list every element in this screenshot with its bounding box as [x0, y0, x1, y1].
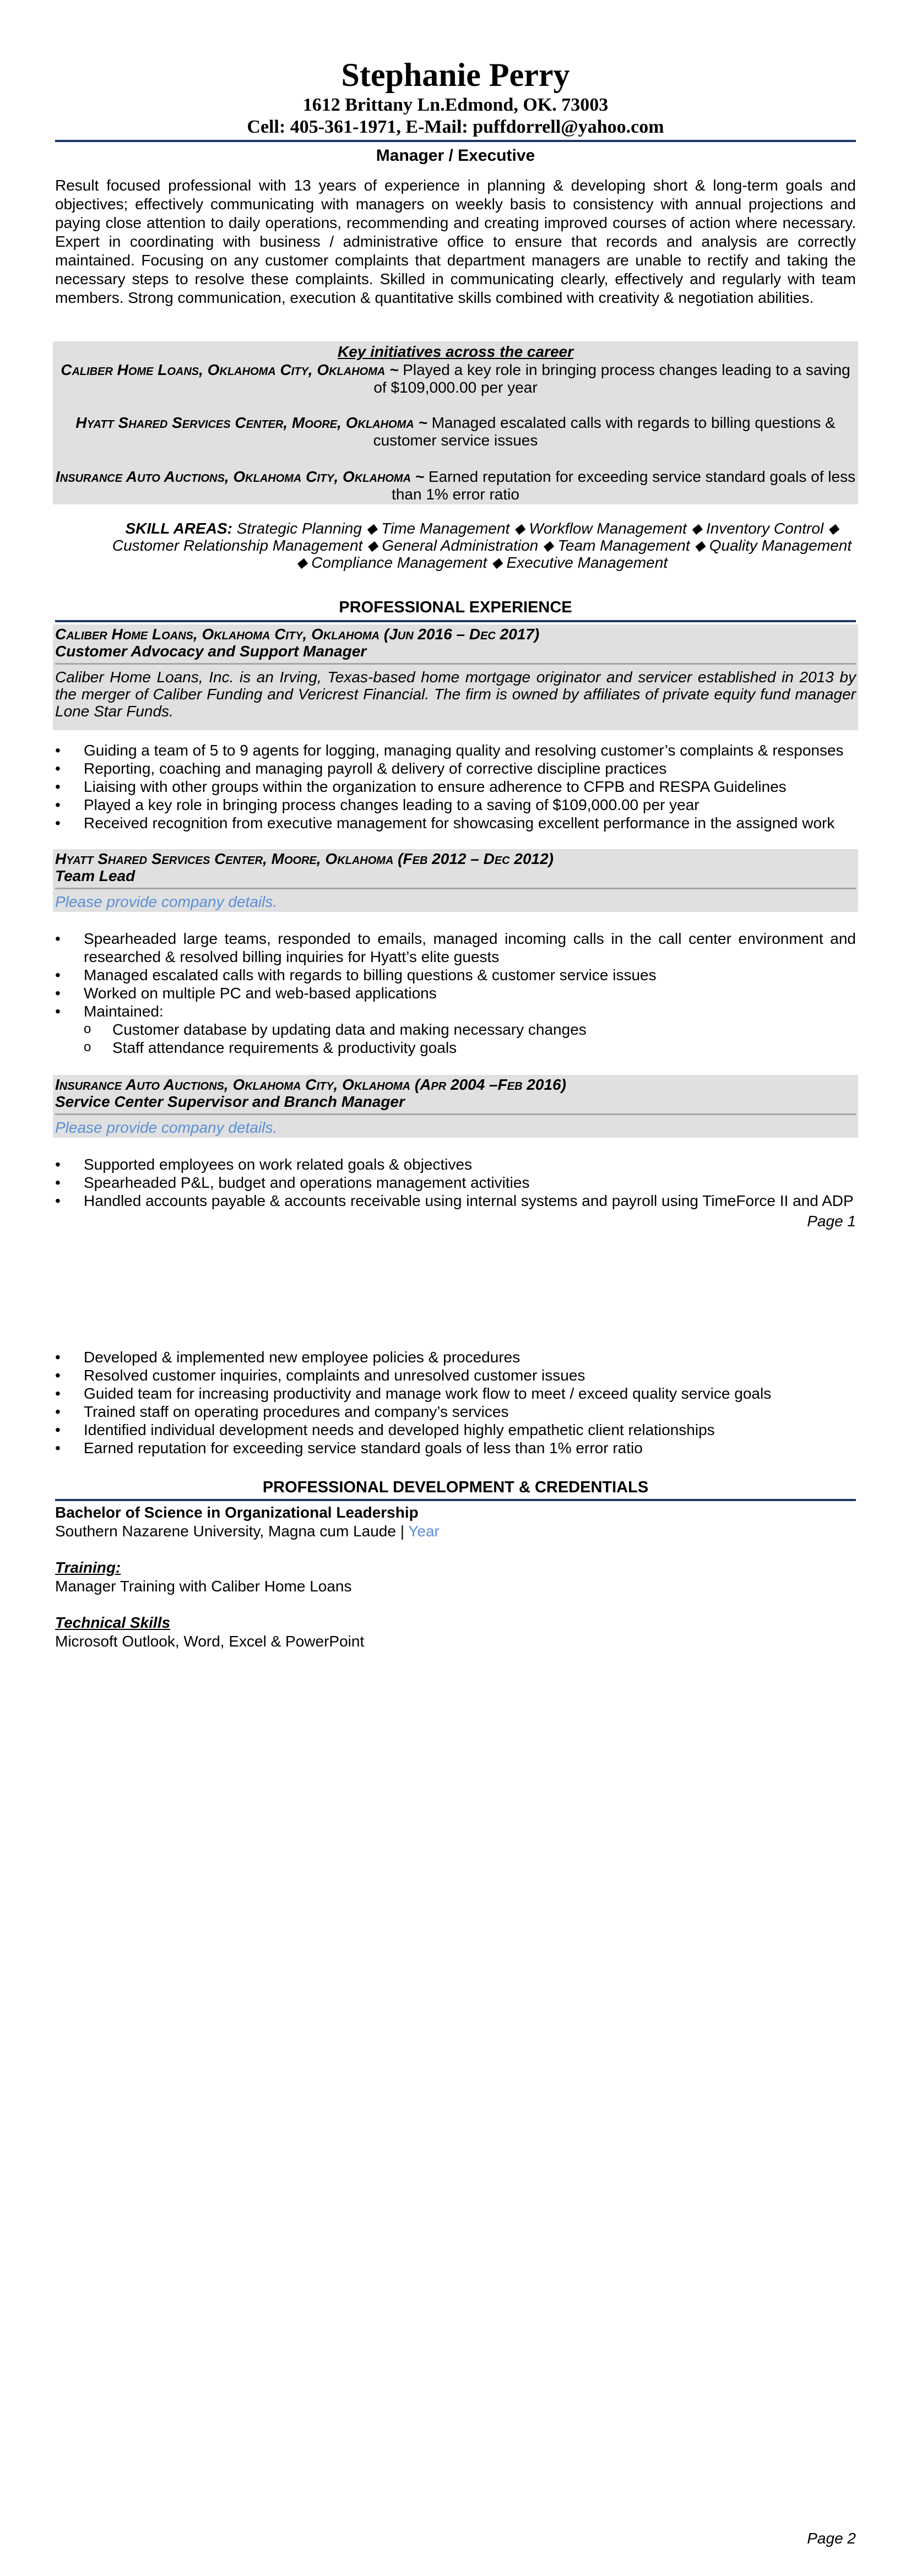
job-company: Caliber Home Loans, Oklahoma City, Oklahoma (Jun 2016 – Dec 2017)	[55, 626, 540, 643]
job-1-bullets	[55, 741, 856, 832]
job-1-divider	[55, 663, 856, 665]
job-2-divider	[55, 888, 856, 889]
job-role: Service Center Supervisor and Branch Manager	[55, 1093, 405, 1110]
training: Manager Training with Caliber Home Loans	[55, 1578, 352, 1595]
candidate-name: Stephanie Perry	[341, 57, 570, 93]
initiative-item	[55, 361, 856, 396]
job-2-header	[55, 850, 856, 884]
header-rule	[55, 140, 856, 142]
initiative-text: Earned reputation for exceeding service standard goals of less than 1% error ratio	[392, 468, 856, 503]
list-item: • Liaising with other groups within the organization to ensure adherence to CFPB and RESPA Guidelines	[55, 778, 856, 796]
initiative-company: Caliber Home Loans, Oklahoma City, Oklahoma ~	[61, 361, 399, 378]
job-3-details: Please provide company details.	[55, 1119, 278, 1136]
initiative-company: Insurance Auto Auctions, Oklahoma City, Oklahoma ~	[55, 468, 425, 485]
year-placeholder: Year	[408, 1523, 440, 1540]
list-item: • Earned reputation for exceeding service standard goals of less than 1% error ratio	[55, 1439, 856, 1457]
job-company: Insurance Auto Auctions, Oklahoma City, Oklahoma (Apr 2004 –Feb 2016)	[55, 1076, 566, 1093]
list-item: • Managed escalated calls with regards to billing questions & customer service issues	[55, 966, 856, 984]
job-role: Team Lead	[55, 867, 135, 884]
job-2-bullets	[55, 930, 856, 1057]
school: Southern Nazarene University, Magna cum Laude |	[55, 1523, 409, 1540]
list-item: • Handled accounts payable & accounts receivable using internal systems and payroll using TimeForce II and ADP	[55, 1192, 856, 1210]
list-item: • Resolved customer inquiries, complaints and unresolved customer issues	[55, 1366, 856, 1384]
initiative-text: Played a key role in bringing process changes leading to a saving of $109,000.00 per year	[373, 361, 850, 396]
initiative-company: Hyatt Shared Services Center, Moore, Oklahoma ~	[75, 414, 427, 431]
education-heading: PROFESSIONAL DEVELOPMENT & CREDENTIALS	[262, 1479, 649, 1496]
address: 1612 Brittany Ln.Edmond, OK. 73003	[302, 95, 609, 115]
job-3-bullets-continued	[55, 1348, 856, 1457]
key-initiatives-title: Key initiatives across the career	[337, 343, 573, 360]
job-3-divider	[55, 1113, 856, 1115]
job-2-details: Please provide company details.	[55, 893, 278, 910]
list-item: • Received recognition from executive management for showcasing excellent performance in the assigned work	[55, 814, 856, 832]
list-item: • Identified individual development needs and developed highly empathetic client relationships	[55, 1421, 856, 1439]
initiative-item	[55, 414, 856, 449]
list-item: • Spearheaded P&L, budget and operations management activities	[55, 1173, 856, 1192]
sub-bullets	[84, 1020, 856, 1057]
list-item-label: Maintained:	[84, 1003, 164, 1020]
page-number-2: Page 2	[807, 2530, 856, 2547]
contact-line: Cell: 405-361-1971, E-Mail: puffdorrell@yahoo.com	[247, 117, 664, 137]
technical-skills: Microsoft Outlook, Word, Excel & PowerPoint	[55, 1633, 365, 1650]
list-item: • Worked on multiple PC and web-based applications	[55, 984, 856, 1002]
job-company: Hyatt Shared Services Center, Moore, Oklahoma (Feb 2012 – Dec 2012)	[55, 850, 554, 867]
experience-rule	[55, 620, 856, 622]
page-number-1: Page 1	[807, 1213, 856, 1230]
job-3-header	[55, 1076, 856, 1110]
list-item: • Guiding a team of 5 to 9 agents for logging, managing quality and resolving customer’s complaints & responses	[55, 741, 856, 759]
education-rule	[55, 1499, 856, 1501]
list-item: • Played a key role in bringing process changes leading to a saving of $109,000.00 per year	[55, 796, 856, 814]
list-item: • Reporting, coaching and managing payroll & delivery of corrective discipline practices	[55, 759, 856, 778]
degree: Bachelor of Science in Organizational Leadership	[55, 1504, 419, 1521]
sub-list-item: o Customer database by updating data and making necessary changes	[84, 1020, 856, 1039]
skill-areas-label: SKILL AREAS:	[125, 520, 232, 537]
list-item: • Trained staff on operating procedures and company’s services	[55, 1403, 856, 1421]
school-line	[55, 1522, 856, 1540]
list-item: • Supported employees on work related goals & objectives	[55, 1155, 856, 1173]
skill-areas-list: Strategic Planning ⬥ Time Management ⬥ Workflow Management ⬥ Inventory Control ⬥ Customer Relationship Management ⬥ General Administration ⬥ Team Management ⬥ Quality Management ⬥ Compliance Management ⬥ Executive Management	[112, 520, 852, 571]
initiative-text: Managed escalated calls with regards to billing questions & customer service issues	[373, 414, 836, 449]
sub-list-item: o Staff attendance requirements & productivity goals	[84, 1039, 856, 1057]
job-1-details: Caliber Home Loans, Inc. is an Irving, Texas-based home mortgage originator and servicer established in 2013 by the merger of Caliber Funding and Vericrest Financial. The firm is owned by affiliates of private equity fund manager Lone Star Funds.	[55, 669, 856, 720]
list-item: • Developed & implemented new employee policies & procedures	[55, 1348, 856, 1366]
list-item: • Guided team for increasing productivity and manage work flow to meet / exceed quality service goals	[55, 1384, 856, 1403]
job-1-header	[55, 626, 856, 660]
list-item	[55, 1002, 856, 1057]
experience-heading: PROFESSIONAL EXPERIENCE	[339, 599, 572, 616]
job-role: Customer Advocacy and Support Manager	[55, 643, 367, 660]
skill-areas	[107, 520, 856, 571]
training-label: Training:	[55, 1559, 121, 1576]
initiative-item	[55, 468, 856, 503]
list-item: • Spearheaded large teams, responded to emails, managed incoming calls in the call center environment and researched & resolved billing inquiries for Hyatt’s elite guests	[55, 930, 856, 966]
technical-skills-label: Technical Skills	[55, 1614, 171, 1631]
summary: Result focused professional with 13 years of experience in planning & developing short & long-term goals and objectives; effectively communicating with managers on weekly basis to consistency with annual projections and paying close attention to daily operations, recommending and creating improved courses of action where necessary. Expert in coordinating with business / administrative office to ensure that records and analysis are correctly maintained. Focusing on any customer complaints that department managers are unable to rectify and taking the necessary steps to resolve these complaints. Skilled in communicating clearly, effectively and regularly with team members. Strong communication, execution & quantitative skills combined with creativity & negotiation abilities.	[55, 177, 856, 306]
job-title: Manager / Executive	[376, 146, 535, 165]
job-3-bullets	[55, 1155, 856, 1210]
